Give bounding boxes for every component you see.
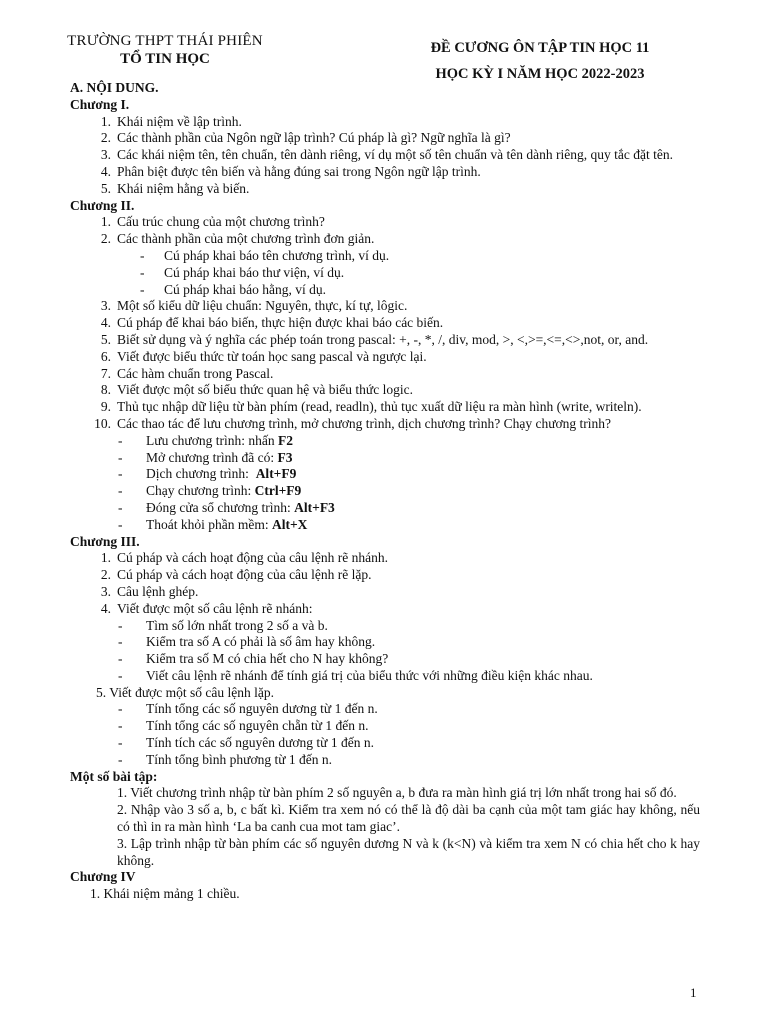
- sub-list-item: - Tính tổng các số nguyên dương từ 1 đến n.: [118, 701, 378, 717]
- list-item: 1. Khái niệm về lập trình.: [100, 113, 242, 129]
- list-item: 8. Viết được một số biểu thức quan hệ và biểu thức logic.: [100, 382, 413, 398]
- list-item: 10. Các thao tác để lưu chương trình, mở chương trình, dịch chương trình? Chạy chương trình?: [94, 415, 612, 431]
- list-item: 1. Cấu trúc chung của một chương trình?: [100, 214, 325, 230]
- department-name: TỔ TIN HỌC: [120, 51, 210, 67]
- list-item: 3. Câu lệnh ghép.: [100, 583, 199, 599]
- exercises-title: Một số bài tập:: [70, 768, 158, 784]
- list-item: 1. Khái niệm mảng 1 chiều.: [90, 886, 240, 902]
- exercise-item: 1. Viết chương trình nhập từ bàn phím 2 số nguyên a, b đưa ra màn hình giá trị lớn nhất trong hai số đó.: [117, 785, 677, 801]
- sub-list-item: - Tìm số lớn nhất trong 2 số a và b.: [118, 617, 328, 633]
- list-item: 7. Các hàm chuẩn trong Pascal.: [100, 365, 274, 381]
- shortcut-item: - Mở chương trình đã có: F3: [118, 449, 293, 465]
- doc-title-line1: ĐỀ CƯƠNG ÔN TẬP TIN HỌC 11: [430, 40, 650, 56]
- sub-list-item: - Cú pháp khai báo tên chương trình, ví dụ.: [140, 247, 390, 263]
- list-item: 4. Viết được một số câu lệnh rẽ nhánh:: [100, 600, 313, 616]
- sub-list-item: - Cú pháp khai báo hằng, ví dụ.: [140, 281, 326, 297]
- shortcut-item: - Dịch chương trình: Alt+F9: [118, 466, 297, 482]
- shortcut-item: - Lưu chương trình: nhấn F2: [118, 432, 294, 448]
- shortcut-item: - Thoát khỏi phần mềm: Alt+X: [118, 516, 308, 532]
- document-body: [70, 80, 700, 903]
- list-item: 4. Phân biệt được tên biến và hằng đúng sai trong Ngôn ngữ lập trình.: [100, 163, 481, 179]
- exercise-item: 2. Nhập vào 3 số a, b, c bất kì. Kiểm tra xem nó có thể là độ dài ba cạnh của một tam giác hay không, nếu có thì in ra màn hình ‘La ba canh cua mot tam giac’.: [117, 802, 700, 835]
- header-left: [50, 33, 280, 68]
- list-item: 2. Các thành phần của Ngôn ngữ lập trình? Cú pháp là gì? Ngữ nghĩa là gì?: [100, 130, 511, 146]
- list-item: 1. Cú pháp và cách hoạt động của câu lệnh rẽ nhánh.: [100, 550, 389, 566]
- sub-list-item: - Tính tích các số nguyên dương từ 1 đến n.: [118, 735, 374, 751]
- chapter-2-title: Chương II.: [70, 197, 135, 213]
- sub-list-item: - Kiểm tra số A có phải là số âm hay không.: [118, 634, 376, 650]
- list-item: 9. Thủ tục nhập dữ liệu từ bàn phím (read, readln), thủ tục xuất dữ liệu ra màn hình (write, writeln).: [100, 399, 642, 415]
- list-item: 2. Cú pháp và cách hoạt động của câu lệnh rẽ lặp.: [100, 567, 372, 583]
- chapter-1-title: Chương I.: [70, 96, 130, 112]
- sub-list-item: - Kiểm tra số M có chia hết cho N hay không?: [118, 651, 389, 667]
- list-item: 4. Cú pháp để khai báo biến, thực hiện được khai báo các biến.: [100, 315, 444, 331]
- chapter-4-title: Chương IV: [70, 869, 136, 885]
- page-number: 1: [690, 985, 697, 1000]
- sub-list-item: - Tính tổng bình phương từ 1 đến n.: [118, 751, 333, 767]
- sub-list-item: - Viết câu lệnh rẽ nhánh để tính giá trị của biểu thức với những điều kiện khác nhau.: [118, 667, 593, 683]
- shortcut-item: - Đóng cửa sổ chương trình: Alt+F3: [118, 499, 335, 515]
- section-title: A. NỘI DUNG.: [70, 80, 159, 95]
- sub-list-item: - Cú pháp khai báo thư viện, ví dụ.: [140, 264, 345, 280]
- list-item: 3. Các khái niệm tên, tên chuẩn, tên dành riêng, ví dụ một số tên chuẩn và tên dành riêng, quy tắc đặt tên.: [100, 147, 673, 163]
- list-item: 5. Khái niệm hằng và biến.: [100, 180, 250, 196]
- school-name: TRƯỜNG THPT THÁI PHIÊN: [67, 33, 263, 49]
- exercise-item: 3. Lập trình nhập từ bàn phím các số nguyên dương N và k (k<N) và kiểm tra xem N có chia hết cho k hay không.: [117, 835, 700, 868]
- shortcut-item: - Chạy chương trình: Ctrl+F9: [118, 483, 302, 499]
- list-item: 6. Viết được biểu thức từ toán học sang pascal và ngược lại.: [100, 348, 427, 364]
- list-item: 5. Biết sử dụng và ý nghĩa các phép toán trong pascal: +, -, *, /, div, mod, >, <,>=,<=,<>,not, or, and.: [100, 331, 649, 347]
- doc-title-line2: HỌC KỲ I NĂM HỌC 2022-2023: [435, 66, 645, 82]
- sub-list-item: - Tính tổng các số nguyên chẵn từ 1 đến n.: [118, 718, 369, 734]
- list-item: 3. Một số kiểu dữ liệu chuẩn: Nguyên, thực, kí tự, lôgic.: [100, 298, 408, 314]
- list-item: 5. Viết được một số câu lệnh lặp.: [96, 684, 274, 700]
- chapter-3-title: Chương III.: [70, 533, 140, 549]
- list-item: 2. Các thành phần của một chương trình đơn giản.: [100, 231, 375, 247]
